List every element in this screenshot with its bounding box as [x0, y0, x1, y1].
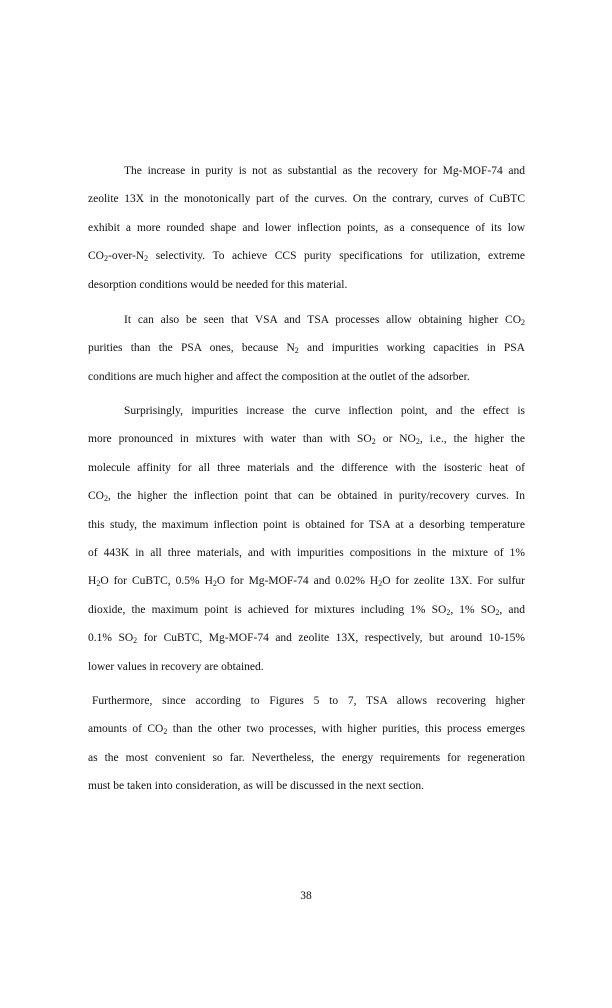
paragraph-vsa-tsa-purities: [88, 313, 525, 398]
text-line: as the most convenient so far. Nevertheless, the energy requirements for regeneration: [88, 751, 525, 764]
text-line: must be taken into consideration, as will be discussed in the next section.: [88, 780, 424, 793]
text-line: this study, the maximum inflection point is obtained for TSA at a desorbing temperature: [88, 518, 525, 531]
text-line: lower values in recovery are obtained.: [88, 660, 264, 673]
text-line: more pronounced in mixtures with water than with $SO_2$ or $NO_2$, i.e., the higher the: [88, 433, 525, 447]
text-line: The increase in purity is not as substantial as the recovery for Mg-MOF-74 and: [124, 165, 525, 177]
text-line: It can also be seen that VSA and TSA processes allow obtaining higher $CO_2$: [124, 314, 525, 327]
text-line: $H_2O$ for CuBTC, 0.5% $H_2O$ for Mg-MOF-74 and 0.02% $H_2O$ for zeolite 13X. For sulfur: [88, 575, 525, 589]
text-line: $CO_2-over-N_2$ selectivity. To achieve CCS purity specifications for utilization, extreme: [88, 250, 525, 264]
page-number: 38: [300, 890, 312, 902]
text-line: zeolite 13X in the monotonically part of the curves. On the contrary, curves of CuBTC: [88, 193, 525, 206]
text-line: $CO_2$, the higher the inflection point that can be obtained in purity/recovery curves. In: [88, 490, 525, 504]
text-line: exhibit a more rounded shape and lower inflection points, as a consequence of its low: [88, 221, 525, 234]
text-line: dioxide, the maximum point is achieved for mixtures including 1% $SO_2$, 1% $SO_2$, and: [88, 603, 525, 617]
text-line: purities than the PSA ones, because $N_2$ and impurities working capacities in PSA: [88, 342, 525, 356]
text-line: 0.1% $SO_2$ for CuBTC, Mg-MOF-74 and zeolite 13X, respectively, but around 10-15%: [88, 632, 526, 646]
text-line: Furthermore, since according to Figures 5 to 7, TSA allows recovering higher: [92, 695, 525, 707]
paragraph-tsa-conclusion: [88, 694, 525, 808]
text-line: of 443K in all three materials, and with impurities compositions in the mixture of 1%: [88, 546, 525, 559]
text-line: conditions are much higher and affect the composition at the outlet of the adsorber.: [88, 370, 470, 383]
text-line: molecule affinity for all three materials and the difference with the isosteric heat of: [88, 461, 525, 474]
text-line: desorption conditions would be needed for this material.: [88, 278, 348, 291]
text-line: amounts of $CO_2$ than the other two processes, with higher purities, this process emerges: [88, 723, 525, 737]
paragraph-impurities-inflection: [88, 404, 525, 688]
paragraph-purity-recovery: [88, 164, 525, 306]
text-line: Surprisingly, impurities increase the curve inflection point, and the effect is: [124, 405, 525, 417]
